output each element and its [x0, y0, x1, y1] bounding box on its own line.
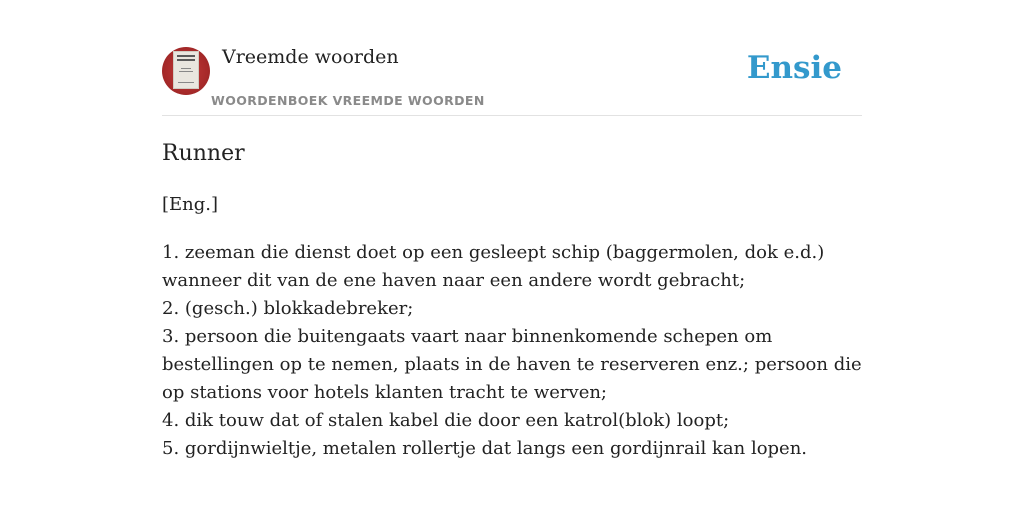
page-header	[162, 0, 862, 116]
entry-title: Runner	[162, 141, 245, 166]
definition-item-4: 4. dik touw dat of stalen kabel die door een katrol(blok) loopt;	[162, 410, 730, 431]
entry-definition	[162, 239, 862, 463]
definition-item-1: 1. zeeman die dienst doet op een gesleept schip (baggermolen, dok e.d.) wanneer dit van de ene haven naar een andere wordt gebracht;	[162, 242, 825, 291]
definition-item-2: 2. (gesch.) blokkadebreker;	[162, 298, 414, 319]
entry-origin: [Eng.]	[162, 194, 219, 215]
dictionary-title-link[interactable]: Vreemde woorden	[222, 46, 399, 68]
book-cover	[173, 51, 199, 89]
brand-logo[interactable]: Ensie	[746, 50, 842, 86]
page-container	[162, 0, 862, 459]
definition-item-3: 3. persoon die buitengaats vaart naar binnenkomende schepen om bestellingen op te nemen, plaats in de haven te reserveren enz.; persoon die op stations voor hotels klanten tracht te werven;	[162, 326, 862, 403]
dictionary-subtitle: WOORDENBOEK VREEMDE WOORDEN	[211, 93, 485, 108]
dictionary-cover-icon[interactable]	[162, 47, 210, 95]
definition-item-5: 5. gordijnwieltje, metalen rollertje dat langs een gordijnrail kan lopen.	[162, 438, 808, 459]
